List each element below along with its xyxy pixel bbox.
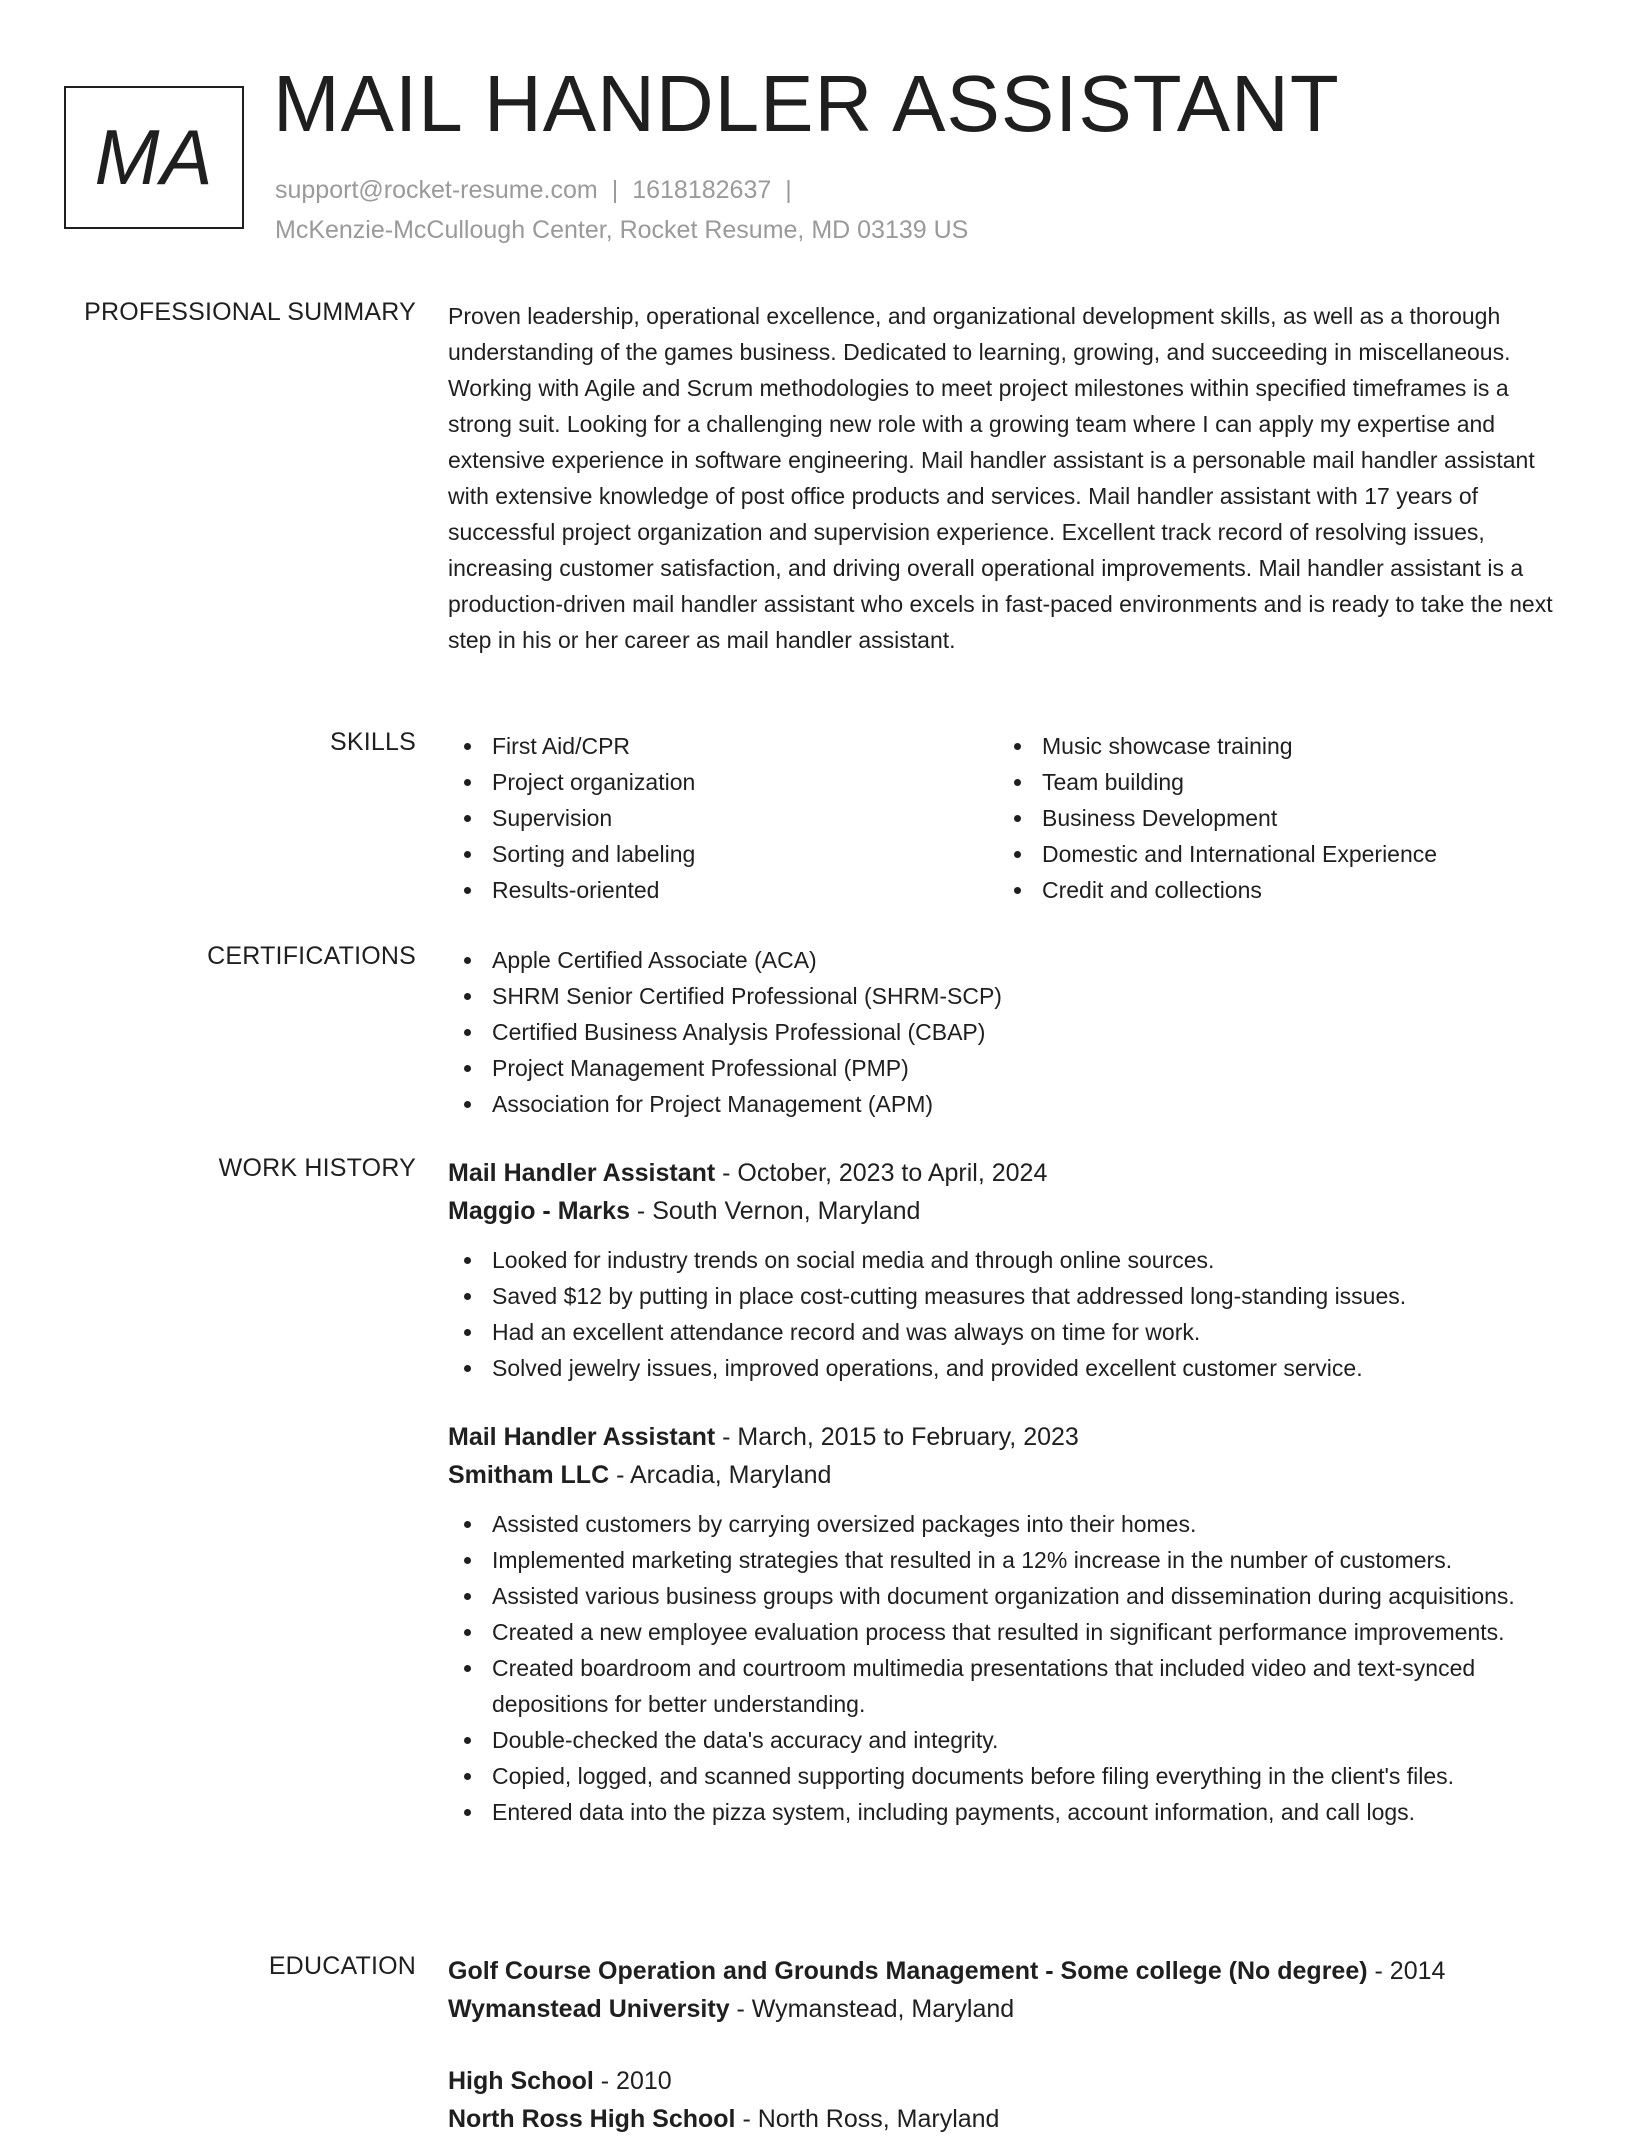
monogram-initials: MA: [94, 113, 214, 201]
monogram-box: [64, 86, 244, 229]
job-role: Mail Handler Assistant: [448, 1159, 716, 1187]
section-title-certifications: CERTIFICATIONS: [207, 942, 416, 970]
education-body: [448, 1952, 1568, 2138]
responsibility-item: Implemented marketing strategies that resulted in a 12% increase in the number of customers.: [448, 1542, 1568, 1578]
phone-link[interactable]: 1618182637: [632, 176, 772, 204]
job-company: Maggio - Marks: [448, 1197, 630, 1225]
skill-item: Project organization: [448, 764, 998, 800]
education-degree: Golf Course Operation and Grounds Management - Some college (No degree): [448, 1957, 1368, 1985]
responsibility-item: Copied, logged, and scanned supporting documents before filing everything in the client's files.: [448, 1758, 1568, 1794]
skill-item: First Aid/CPR: [448, 728, 998, 764]
responsibility-item: Had an excellent attendance record and was always on time for work.: [448, 1314, 1568, 1350]
education-school: Wymanstead University: [448, 1995, 730, 2023]
work-history-body: [448, 1154, 1568, 1830]
email-link[interactable]: support@rocket-resume.com: [275, 176, 598, 204]
skills-columns: [448, 728, 1568, 908]
responsibility-item: Created boardroom and courtroom multimedia presentations that included video and text-synced depositions for better understanding.: [448, 1650, 1568, 1722]
education-degree: High School: [448, 2067, 594, 2095]
certification-item: Association for Project Management (APM): [448, 1086, 1568, 1122]
contact-separator: |: [611, 176, 619, 204]
skill-item: Credit and collections: [998, 872, 1548, 908]
job-entry: [448, 1418, 1568, 1830]
summary-text: Proven leadership, operational excellence, and organizational development skills, as well as a thorough understanding of the games business. Dedicated to learning, growing, and succeeding in miscellaneous. Working with Agile and Scrum methodologies to meet project milestones within specified timeframes is a strong suit. Looking for a challenging new role with a growing team where I can apply my expertise and extensive experience in software engineering. Mail handler assistant is a personable mail handler assistant with extensive knowledge of post office products and services. Mail handler assistant with 17 years of successful project organization and supervision experience. Excellent track record of resolving issues, increasing customer satisfaction, and driving overall operational improvements. Mail handler assistant is a production-driven mail handler assistant who excels in fast-paced environments and is ready to take the next step in his or her career as mail handler assistant.: [448, 303, 1553, 653]
job-entry: [448, 1154, 1568, 1386]
education-school-line: [448, 1990, 1568, 2028]
skills-list-left: [448, 728, 998, 908]
job-dates: - October, 2023 to April, 2024: [715, 1159, 1048, 1187]
job-title-line: [448, 1418, 1568, 1456]
certification-item: Project Management Professional (PMP): [448, 1050, 1568, 1086]
education-year: - 2010: [593, 2067, 672, 2095]
certifications-list: [448, 942, 1568, 1122]
skill-item: Results-oriented: [448, 872, 998, 908]
education-degree-line: [448, 2062, 1568, 2100]
education-degree-line: [448, 1952, 1568, 1990]
responsibility-item: Entered data into the pizza system, including payments, account information, and call logs.: [448, 1794, 1568, 1830]
section-title-education: EDUCATION: [268, 1952, 416, 1980]
contact-separator: |: [785, 176, 792, 204]
responsibility-item: Saved $12 by putting in place cost-cutting measures that addressed long-standing issues.: [448, 1278, 1568, 1314]
job-title-line: [448, 1154, 1568, 1192]
job-location: - Arcadia, Maryland: [609, 1461, 832, 1489]
job-responsibilities: [448, 1242, 1568, 1386]
education-entry: [448, 2062, 1568, 2138]
responsibility-item: Solved jewelry issues, improved operations, and provided excellent customer service.: [448, 1350, 1568, 1386]
certifications-body: [448, 942, 1568, 1122]
job-role: Mail Handler Assistant: [448, 1423, 716, 1451]
responsibility-item: Assisted various business groups with document organization and dissemination during acquisitions.: [448, 1578, 1568, 1614]
responsibility-item: Double-checked the data's accuracy and integrity.: [448, 1722, 1568, 1758]
responsibility-item: Assisted customers by carrying oversized packages into their homes.: [448, 1506, 1568, 1542]
skill-item: Music showcase training: [998, 728, 1548, 764]
skills-list-right: [998, 728, 1548, 908]
education-year: - 2014: [1367, 1957, 1446, 1985]
certification-item: Certified Business Analysis Professional (CBAP): [448, 1014, 1568, 1050]
contact-line-primary: [275, 175, 806, 205]
education-entry: [448, 1952, 1568, 2028]
skill-item: Domestic and International Experience: [998, 836, 1548, 872]
education-location: - North Ross, Maryland: [735, 2105, 1000, 2133]
job-responsibilities: [448, 1506, 1568, 1830]
skill-item: Supervision: [448, 800, 998, 836]
page-title: MAIL HANDLER ASSISTANT: [273, 59, 1340, 148]
education-school: North Ross High School: [448, 2105, 736, 2133]
section-title-work-history: WORK HISTORY: [218, 1154, 416, 1182]
skill-item: Team building: [998, 764, 1548, 800]
job-company: Smitham LLC: [448, 1461, 610, 1489]
skill-item: Sorting and labeling: [448, 836, 998, 872]
education-school-line: [448, 2100, 1568, 2138]
job-dates: - March, 2015 to February, 2023: [715, 1423, 1079, 1451]
responsibility-item: Created a new employee evaluation process that resulted in significant performance improvements.: [448, 1614, 1568, 1650]
certification-item: SHRM Senior Certified Professional (SHRM-SCP): [448, 978, 1568, 1014]
job-company-line: [448, 1192, 1568, 1230]
job-location: - South Vernon, Maryland: [629, 1197, 921, 1225]
section-title-summary: PROFESSIONAL SUMMARY: [84, 298, 416, 326]
skill-item: Business Development: [998, 800, 1548, 836]
responsibility-item: Looked for industry trends on social media and through online sources.: [448, 1242, 1568, 1278]
job-company-line: [448, 1456, 1568, 1494]
education-location: - Wymanstead, Maryland: [729, 1995, 1015, 2023]
address-text: McKenzie-McCullough Center, Rocket Resume, MD 03139 US: [275, 216, 969, 244]
certification-item: Apple Certified Associate (ACA): [448, 942, 1568, 978]
section-title-skills: SKILLS: [330, 728, 416, 756]
